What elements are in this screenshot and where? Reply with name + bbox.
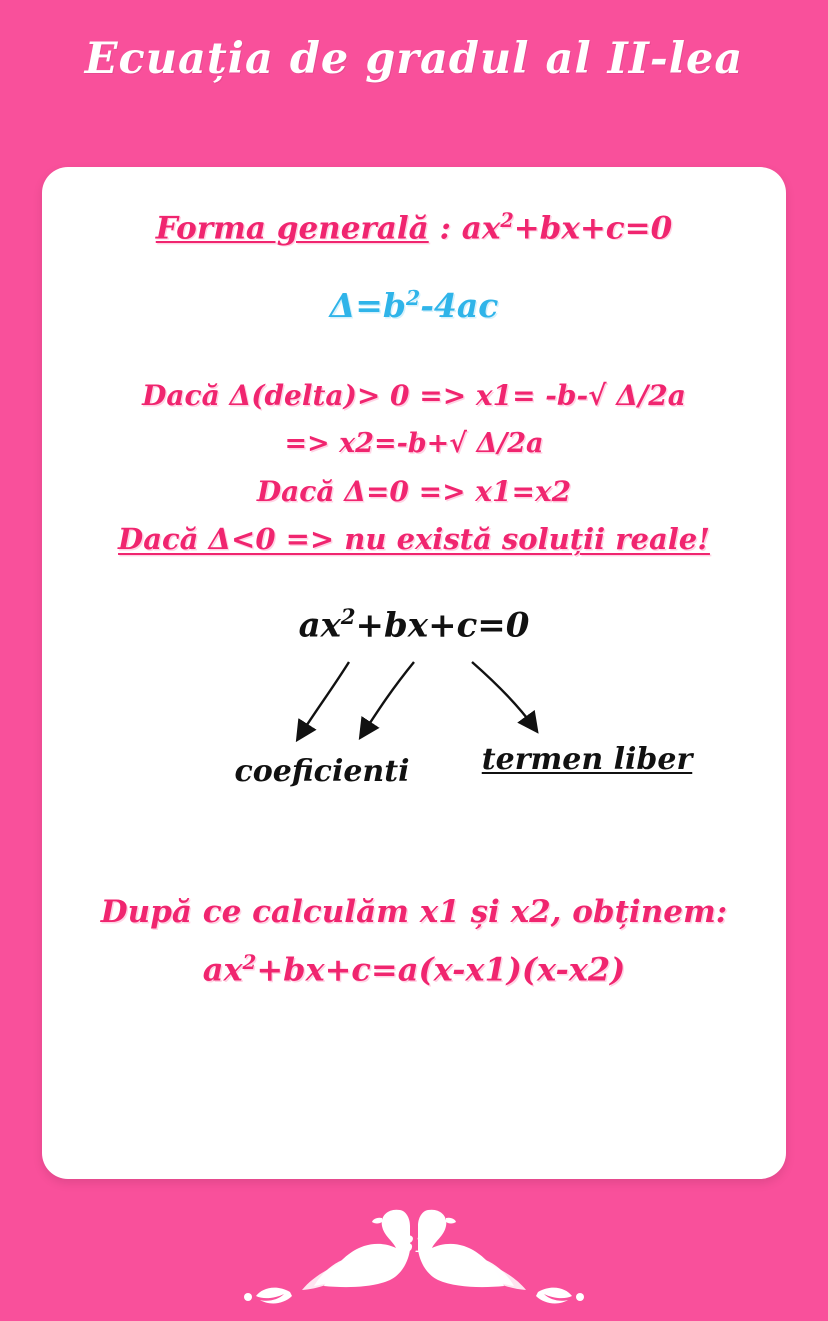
closing-line-2 <box>42 950 786 989</box>
diagram-equation-prefix: ax <box>298 605 341 646</box>
diagram-equation-exponent: 2 <box>340 604 356 630</box>
closing-line-1: După ce calculăm x1 și x2, obținem: <box>100 894 728 931</box>
arrow-to-constant <box>472 662 533 726</box>
diagram-arrows-svg <box>42 604 786 834</box>
closing-line-2-prefix: ax <box>202 950 243 989</box>
label-constant-term <box>442 742 732 777</box>
general-form-label: Forma generală <box>155 210 429 247</box>
closing-line-2-suffix: +bx+c=a(x-x1)(x-x2) <box>256 950 626 989</box>
arrow-to-coefficient-b <box>364 662 414 732</box>
general-form-separator: : <box>428 210 462 247</box>
page-number: 31 <box>398 1232 430 1258</box>
condition-line-4-text: Dacă Δ<0 => nu există soluții reale! <box>118 522 710 557</box>
discriminant-rhs: -4ac <box>420 286 499 326</box>
condition-line-2: => x2=-b+√ Δ/2a <box>284 428 544 460</box>
label-coefficients: coeficienti <box>234 754 410 790</box>
closing-line-2-exponent: 2 <box>242 950 257 975</box>
condition-line-3: Dacă Δ=0 => x1=x2 <box>256 475 572 509</box>
arrow-to-coefficient-a <box>301 662 349 734</box>
equation-parts-diagram <box>42 604 786 834</box>
diagram-equation-suffix: +bx+c=0 <box>355 605 530 646</box>
general-form-expression-prefix: ax <box>461 210 501 247</box>
general-form-line <box>42 209 786 246</box>
general-form-expression-suffix: +bx+c=0 <box>513 210 673 247</box>
condition-line-1: Dacă Δ(delta)> 0 => x1= -b-√ Δ/2a <box>142 379 686 413</box>
page-title: Ecuația de gradul al II-lea <box>84 34 744 84</box>
discriminant-lhs: Δ=b <box>329 286 406 326</box>
discriminant-line <box>42 286 786 325</box>
notes-card <box>42 167 786 1179</box>
condition-line-4 <box>42 522 786 556</box>
label-constant-term-text: termen liber <box>481 742 693 778</box>
general-form-exponent: 2 <box>500 209 514 232</box>
discriminant-exponent: 2 <box>405 286 421 311</box>
